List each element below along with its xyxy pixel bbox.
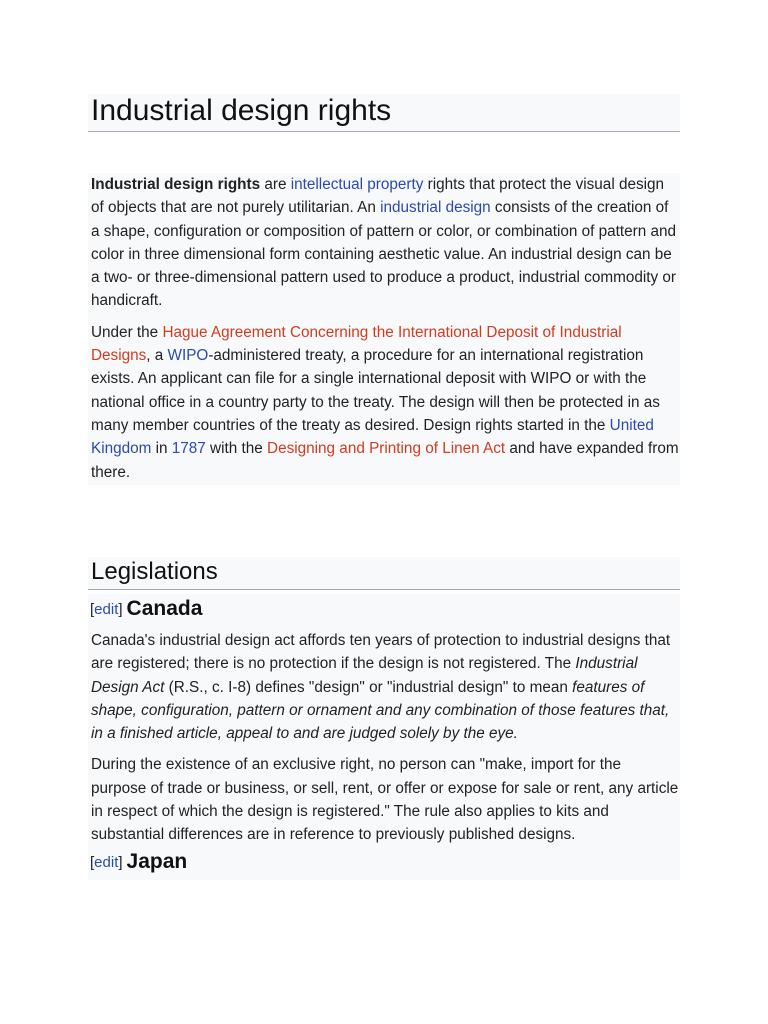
link-hague-agreement[interactable]: Hague Agreement Concerning the International Deposit of Industrial Designs [91,323,622,365]
link-1787[interactable]: 1787 [171,440,206,458]
canada-title: Canada [126,597,203,620]
canada-paragraph-2: During the existence of an exclusive right, no person can "make, import for the purpose of trade or business, or sell, rent, or offer or expose for sale or rent, any article in respect of which the design is registered." The rule also applies to kits and substantial differences are in reference to previously published designs. [91,756,679,844]
link-united-kingdom[interactable]: United Kingdom [91,416,654,458]
edit-link-japan[interactable]: edit [94,853,119,871]
text: and have expanded from there. [91,440,679,481]
page-title: Industrial design rights [91,94,392,127]
edit-section-link [90,601,123,618]
bracket-open: [ [90,853,95,871]
bold-term: Industrial design rights [91,176,261,193]
canada-section [88,594,680,880]
text: Canada's industrial design act affords ten years of protection to industrial designs that are registered; there is no protection if the design is not registered. The [91,632,671,673]
bracket-close: ] [118,853,123,871]
italic-act-name: Industrial Design Act [91,655,638,696]
canada-paragraph-1 [88,629,680,745]
text: -administered treaty, a procedure for an international registration exists. An applicant can file for a single international deposit with WIPO or with the national office in a country party to the treaty. The design will then be protected in as many member countries of the treaty as desired. Design rights started in the [91,347,660,434]
canada-heading [88,594,680,625]
japan-title: Japan [126,849,188,873]
intro-section [88,173,680,485]
text: (R.S., c. I-8) defines "design" or "industrial design" to mean [164,678,573,696]
title-section [88,94,680,132]
text: rights that protect the visual design of objects that are not purely utilitarian. An [91,176,665,217]
intro-paragraph-1 [88,173,680,313]
legislations-heading: Legislations [91,558,218,585]
link-wipo[interactable]: WIPO [167,347,209,365]
text: , a [146,347,168,365]
text: in [151,440,172,458]
link-intellectual-property[interactable]: intellectual property [290,176,424,193]
text: are [260,176,291,193]
link-industrial-design[interactable]: industrial design [380,199,491,217]
text: consists of the creation of a shape, configuration or composition of pattern or color, or combination of pattern and color in three dimensional form containing aesthetic value. An industrial design can be a two- or three-dimensional pattern used to produce a product, industrial commodity or handicraft. [91,199,677,310]
text: with the [205,440,268,458]
text: Under the [91,323,163,341]
bracket-open: [ [90,601,95,618]
japan-heading [88,847,680,878]
intro-paragraph-2 [88,321,680,484]
edit-section-link [90,854,123,871]
bracket-close: ] [118,601,123,618]
link-linen-act[interactable]: Designing and Printing of Linen Act [267,440,506,458]
edit-link-canada[interactable]: edit [94,601,119,618]
italic-definition: features of shape, configuration, pattern or ornament and any combination of those features that, in a finished article, appeal to and are judged solely by the eye. [91,678,670,743]
legislations-section [88,557,680,590]
